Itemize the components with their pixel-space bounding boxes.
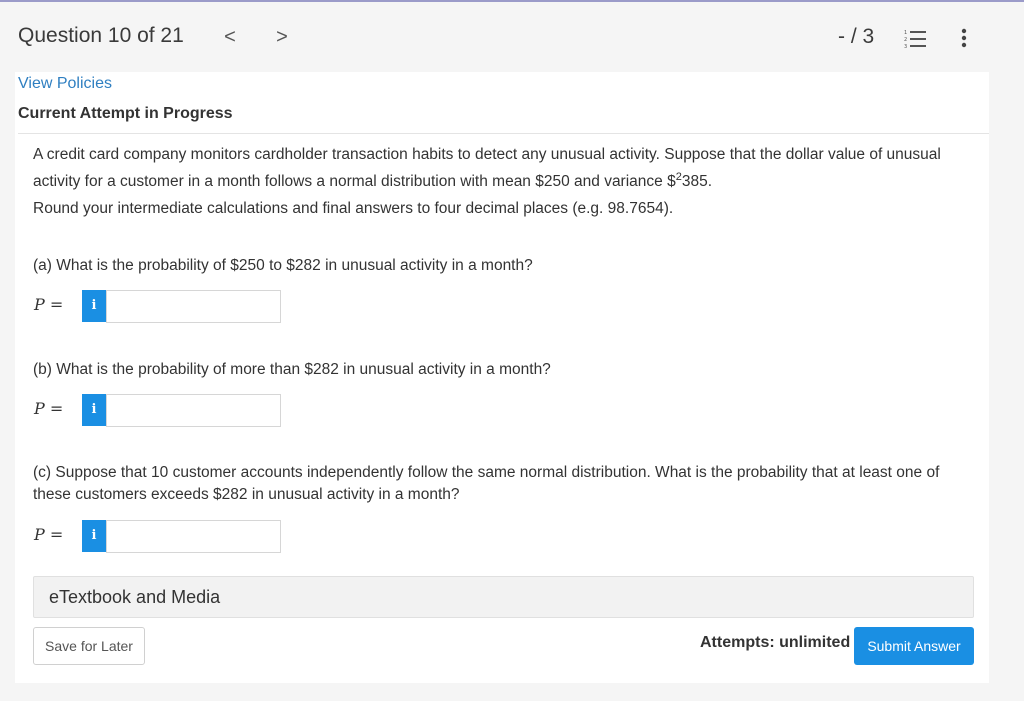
etextbook-media-panel[interactable] xyxy=(33,576,974,618)
etextbook-label: eTextbook and Media xyxy=(49,587,221,607)
more-vertical-icon[interactable] xyxy=(952,26,976,50)
part-b-label: P = xyxy=(34,399,64,418)
svg-text:1: 1 xyxy=(904,30,908,36)
numbered-list-icon[interactable] xyxy=(904,28,928,50)
question-header xyxy=(0,2,1024,70)
save-for-later-button[interactable]: Save for Later xyxy=(33,627,145,665)
divider xyxy=(18,133,989,134)
part-c-question: (c) Suppose that 10 customer accounts independently follow the same normal distribution. What is the probability that at least one of these customers exceeds $282 in unusual activity in a month? xyxy=(33,464,940,503)
svg-text:2: 2 xyxy=(904,37,908,43)
question-counter: Question 10 of 21 xyxy=(18,24,184,47)
info-icon[interactable]: i xyxy=(82,290,106,322)
info-icon[interactable]: i xyxy=(82,394,106,426)
question-text: A credit card company monitors cardholder transaction habits to detect any unusual activity. Suppose that the dollar value of unusual activity for a customer in a month follows a normal distribution with mean $250 and variance \$$^2$385. xyxy=(33,146,941,191)
question-card xyxy=(15,72,989,683)
view-policies-link[interactable]: View Policies xyxy=(18,75,112,92)
chevron-left-icon[interactable]: < xyxy=(224,26,236,48)
chevron-right-icon[interactable]: > xyxy=(276,26,288,48)
part-a-answer-input[interactable] xyxy=(106,290,281,323)
superscript: 2 xyxy=(675,171,682,183)
part-c-label: P = xyxy=(34,525,64,544)
attempt-heading: Current Attempt in Progress xyxy=(18,105,233,122)
part-c-answer-input[interactable] xyxy=(106,520,281,553)
attempts-status: Attempts: unlimited xyxy=(700,634,851,651)
part-a-question: (a) What is the probability of $250 to $282 in unusual activity in a month? xyxy=(33,257,533,274)
part-a-label: P = xyxy=(34,295,64,314)
submit-answer-button[interactable]: Submit Answer xyxy=(854,627,974,665)
part-b-answer-input[interactable] xyxy=(106,394,281,427)
score-display: - / 3 xyxy=(838,25,875,48)
svg-text:3: 3 xyxy=(904,44,908,50)
part-b-question: (b) What is the probability of more than $282 in unusual activity in a month? xyxy=(33,361,551,378)
rounding-instruction: Round your intermediate calculations and final answers to four decimal places (e.g. 98.7654). xyxy=(33,200,674,217)
info-icon[interactable]: i xyxy=(82,520,106,552)
